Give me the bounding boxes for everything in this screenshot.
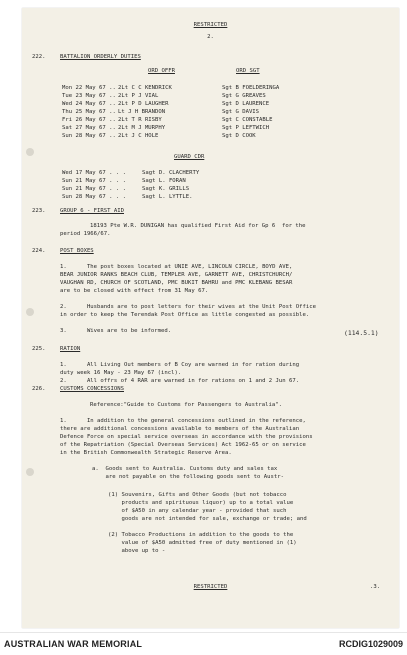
section-number: 225. — [32, 346, 46, 352]
guard-name: Sagt D. CLACHERTY — [142, 170, 200, 176]
guard-name: Sagt L. FORAN — [142, 178, 186, 184]
section-number: 226. — [32, 386, 46, 392]
archive-banner — [0, 632, 407, 655]
subparagraph-line: are not payable on the following goods sent to Austr- — [92, 474, 284, 480]
section-number: 224. — [32, 248, 46, 254]
roster-date: Sun 28 May 67 .. — [62, 133, 116, 139]
roster-date: Fri 26 May 67 .. — [62, 117, 116, 123]
archive-institution: AUSTRALIAN WAR MEMORIAL — [4, 639, 143, 649]
paragraph-line: there are additional concessions available to members of the Australian — [60, 426, 300, 432]
roster-date: Mon 22 May 67 .. — [62, 85, 116, 91]
paragraph-line: 1. The post boxes located at UNIE AVE, LINCOLN CIRCLE, BOYD AVE, — [60, 264, 293, 270]
paragraph-line: in order to keep the Terendak Post Office as little congested as possible. — [60, 312, 310, 318]
roster-offr: 2Lt C C KENDRICK — [118, 85, 172, 91]
first-aid-line: period 1966/67. — [60, 231, 111, 237]
section-title: POST BOXES — [60, 248, 94, 254]
roster-offr: 2Lt P D LAUGHER — [118, 101, 169, 107]
paragraph-line: 2. All offrs of 4 RAR are warned in for rations on 1 and 2 Jun 67. — [60, 378, 300, 384]
roster-sgt: Sgt D LAURENCE — [222, 101, 270, 107]
section-title: RATION — [60, 346, 81, 352]
item-line: above up to - — [108, 548, 166, 554]
roster-sgt: Sgt P LEFTWICH — [222, 125, 270, 131]
document-paper — [22, 8, 399, 628]
guard-name: Sagt K. GRILLS — [142, 186, 190, 192]
punch-hole — [26, 468, 34, 476]
roster-offr: 2Lt J C HOLE — [118, 133, 159, 139]
next-page-number: .3. — [370, 584, 381, 590]
paragraph-line: 2. Husbands are to post letters for their wives at the Unit Post Office — [60, 304, 316, 310]
paragraph-line: of the Repatriation (Special Overseas Services) Act 1962-65 or on service — [60, 442, 306, 448]
roster-date: Thu 25 May 67 .. — [62, 109, 116, 115]
column-header-offr: ORD OFFR — [148, 68, 175, 74]
paragraph-line: in the British Commonwealth Strategic Reserve Area. — [60, 450, 232, 456]
guard-date: Wed 17 May 67 . . . — [62, 170, 126, 176]
roster-offr: 2Lt M J MURPHY — [118, 125, 166, 131]
roster-sgt: Sgt D COOK — [222, 133, 256, 139]
classification-header: RESTRICTED — [193, 22, 228, 28]
punch-hole — [26, 148, 34, 156]
section-title: CUSTOMS CONCESSIONS — [60, 386, 124, 392]
archive-reference: RCDIG1029009 — [338, 639, 403, 649]
guard-date: Sun 21 May 67 . . . — [62, 186, 126, 192]
section-number: 222. — [32, 54, 46, 60]
guard-name: Sagt L. LYTTLE. — [142, 194, 193, 200]
file-reference: (114.5.1) — [344, 329, 379, 337]
roster-date: Wed 24 May 67 .. — [62, 101, 116, 107]
paragraph-line: VAUGHAN RD, CHURCH OF SCOTLAND, PMC BUKIT BAHRU and PMC KLEBANG BESAR — [60, 280, 293, 286]
item-line: products and spirituous liquor) up to a total value — [108, 500, 294, 506]
first-aid-line: 18193 Pte W.R. DUNIGAN has qualified First Aid for Gp 6 for the — [90, 223, 306, 229]
item-line: of $A50 in any calendar year - provided that such — [108, 508, 287, 514]
item-line: value of $A50 admitted free of duty mentioned in (1) — [108, 540, 297, 546]
item-line: goods are not intended for sale, exchange or trade; and — [108, 516, 307, 522]
item-line: (1) Souvenirs, Gifts and Other Goods (but not tobacco — [108, 492, 287, 498]
guard-cdr-heading: GUARD CDR — [174, 154, 205, 160]
roster-offr: Lt J H BRANDON — [118, 109, 166, 115]
roster-offr: 2Lt T R RISBY — [118, 117, 162, 123]
subparagraph-line: a. Goods sent to Australia. Customs duty and sales tax — [92, 466, 278, 472]
paragraph-line: 1. In addition to the general concessions outlined in the reference, — [60, 418, 306, 424]
roster-sgt: Sgt C CONSTABLE — [222, 117, 273, 123]
punch-holes — [26, 8, 36, 628]
section-number: 223. — [32, 208, 46, 214]
paragraph-line: duty week 16 May - 23 May 67 (incl). — [60, 370, 182, 376]
reference-line: Reference:"Guide to Customs for Passengers to Australia". — [90, 402, 282, 408]
guard-date: Sun 28 May 67 . . . — [62, 194, 126, 200]
column-header-sgt: ORD SGT — [236, 68, 260, 74]
item-line: (2) Tobacco Productions in addition to the goods to the — [108, 532, 294, 538]
section-title: BATTALION ORDERLY DUTIES — [60, 54, 141, 60]
roster-sgt: Sgt B FOELDERINGA — [222, 85, 280, 91]
punch-hole — [26, 308, 34, 316]
paragraph-line: 1. All Living Out members of B Coy are warned in for ration during — [60, 362, 300, 368]
paragraph-line: are to be closed with effect from 31 May 67. — [60, 288, 209, 294]
roster-sgt: Sgt G GREAVES — [222, 93, 266, 99]
paragraph-line: BEAR JUNIOR RANKS BEACH CLUB, TEMPLER AVE, GARNETT AVE, CHRISTCHURCH/ — [60, 272, 293, 278]
roster-sgt: Sgt G DAVIS — [222, 109, 260, 115]
roster-date: Tue 23 May 67 .. — [62, 93, 116, 99]
paragraph-line: 3. Wives are to be informed. — [60, 328, 172, 334]
section-title: GROUP 6 - FIRST AID — [60, 208, 124, 214]
page-number: 2. — [207, 34, 214, 40]
classification-footer: RESTRICTED — [193, 584, 228, 590]
guard-date: Sun 21 May 67 . . . — [62, 178, 126, 184]
roster-date: Sat 27 May 67 .. — [62, 125, 116, 131]
paragraph-line: Defence Force on special service overseas in accordance with the provisions — [60, 434, 313, 440]
roster-offr: 2Lt P J VIAL — [118, 93, 159, 99]
